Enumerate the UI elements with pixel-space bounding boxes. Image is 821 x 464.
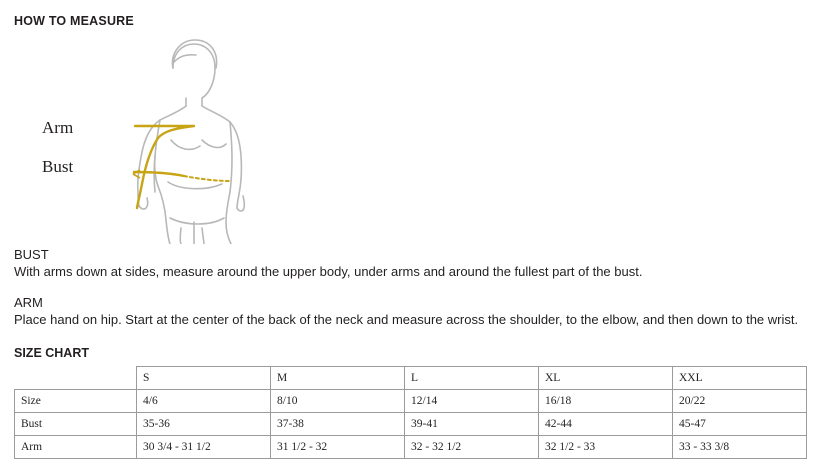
table-header-s: S [137, 367, 271, 390]
table-header-m: M [271, 367, 405, 390]
figure-label-bust: Bust [42, 157, 74, 176]
instruction-bust-text: With arms down at sides, measure around the upper body, under arms and around the fullest part of the bust. [14, 264, 643, 279]
cell-bust-l: 39-41 [405, 413, 539, 436]
cell-arm-xl: 32 1/2 - 33 [539, 436, 673, 459]
instruction-bust [14, 246, 807, 280]
spacer [14, 280, 807, 292]
table-header-blank [15, 367, 137, 390]
row-label-size: Size [15, 390, 137, 413]
female-body-measurement-illustration-icon [34, 32, 354, 244]
figure-label-arm: Arm [42, 118, 74, 137]
table-header-xl: XL [539, 367, 673, 390]
cell-arm-m: 31 1/2 - 32 [271, 436, 405, 459]
row-label-bust: Bust [15, 413, 137, 436]
cell-bust-xxl: 45-47 [673, 413, 807, 436]
cell-arm-l: 32 - 32 1/2 [405, 436, 539, 459]
size-chart-table [14, 366, 807, 459]
table-row [15, 413, 807, 436]
cell-size-m: 8/10 [271, 390, 405, 413]
cell-arm-s: 30 3/4 - 31 1/2 [137, 436, 271, 459]
page-title: HOW TO MEASURE [14, 14, 134, 28]
cell-size-xxl: 20/22 [673, 390, 807, 413]
table-header-row [15, 367, 807, 390]
cell-size-xl: 16/18 [539, 390, 673, 413]
table-row [15, 436, 807, 459]
cell-arm-xxl: 33 - 33 3/8 [673, 436, 807, 459]
cell-size-l: 12/14 [405, 390, 539, 413]
measurement-figure [14, 32, 807, 244]
size-chart-title: SIZE CHART [14, 346, 89, 360]
instruction-bust-title: BUST [14, 247, 49, 262]
cell-size-s: 4/6 [137, 390, 271, 413]
cell-bust-s: 35-36 [137, 413, 271, 436]
cell-bust-m: 37-38 [271, 413, 405, 436]
row-label-arm: Arm [15, 436, 137, 459]
instruction-arm-title: ARM [14, 295, 43, 310]
instruction-arm-text: Place hand on hip. Start at the center of the back of the neck and measure across the shoulder, to the elbow, and then down to the wrist. [14, 312, 799, 327]
instruction-arm [14, 294, 807, 328]
table-row [15, 390, 807, 413]
table-header-xxl: XXL [673, 367, 807, 390]
table-header-l: L [405, 367, 539, 390]
cell-bust-xl: 42-44 [539, 413, 673, 436]
